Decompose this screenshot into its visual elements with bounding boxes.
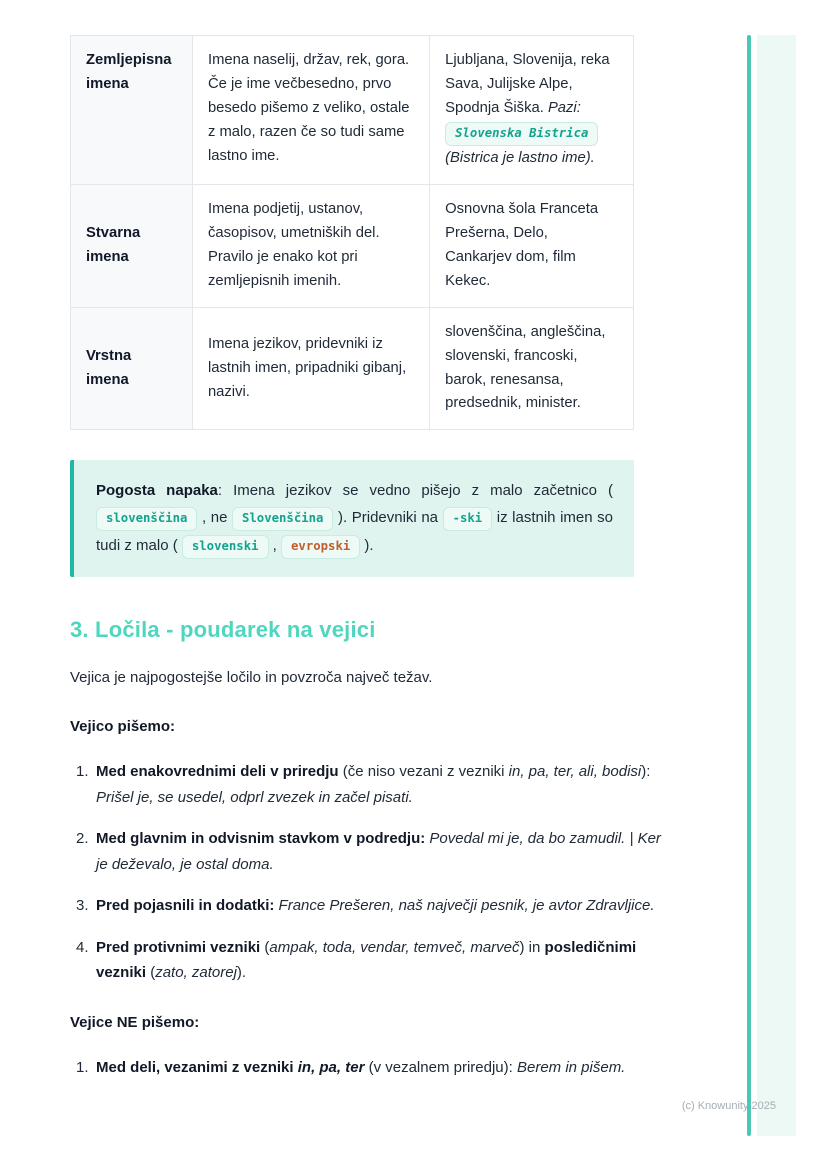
table-row [71, 184, 634, 307]
table-cell-examples [430, 36, 634, 185]
no-comma-rules-list [70, 1055, 662, 1081]
list-item-number: 3. [76, 897, 89, 915]
comma-rules-list [70, 759, 662, 986]
text-fragment: ): [641, 763, 651, 781]
text-fragment: Pred protivnimi vezniki [96, 938, 261, 956]
list-item-number: 4. [76, 938, 89, 956]
page-edge-accent-line [747, 35, 751, 1136]
text-fragment: Povedal mi je, da bo zamudil. | Ker je deževalo, je ostal doma. [96, 830, 661, 873]
text-fragment: ( [146, 964, 156, 982]
list-item-number: 1. [76, 1058, 89, 1076]
text-fragment: : Imena jezikov se vedno pišejo z malo začetnico ( [217, 482, 613, 500]
text-fragment: ( [260, 938, 270, 956]
table-row [71, 36, 634, 185]
document-content [70, 35, 662, 1096]
text-fragment: Pogosta napaka [96, 482, 218, 500]
text-fragment: Prišel je, se usedel, odprl zvezek in začel pisati. [96, 788, 413, 806]
text-fragment: ). [236, 964, 247, 982]
text-fragment: Pazi: [547, 99, 581, 116]
list-item [70, 893, 662, 919]
text-fragment: ampak, toda, vendar, temveč, marveč [269, 938, 520, 956]
text-fragment: zato, zatorej [155, 964, 237, 982]
table-cell-term: Stvarna imena [71, 184, 193, 307]
text-fragment: Med glavnim in odvisnim stavkom v podredju: [96, 830, 426, 848]
table-cell-definition: Imena naselij, držav, rek, gora. Če je ime večbesedno, prvo besedo pišemo z veliko, ostale z malo, razen če so tudi same lastno ime. [192, 36, 429, 185]
inline-code-chip: Slovenska Bistrica [445, 122, 598, 146]
list-item-text [96, 939, 636, 982]
text-fragment: ) in [519, 938, 545, 956]
text-fragment: Berem in pišem. [516, 1058, 626, 1076]
text-fragment: iz lastnih imen so tudi z malo ( [96, 509, 614, 555]
copyright-footer: (c) Knowunity 2025 [681, 1100, 776, 1112]
comma-rules-label: Vejico pišemo: [70, 718, 176, 736]
table-cell-definition: Imena jezikov, pridevniki iz lastnih imen, pripadniki gibanj, nazivi. [192, 307, 429, 430]
list-item-text [96, 1059, 625, 1076]
text-fragment: , [268, 537, 282, 555]
text-fragment: slovenščina, angleščina, slovenski, francoski, barok, renesansa, predsednik, minister. [445, 323, 606, 412]
inline-code-chip: slovenski [182, 535, 269, 559]
list-item-text [96, 763, 650, 806]
table-cell-term: Vrstna imena [71, 307, 193, 430]
text-fragment: Osnovna šola Franceta Prešerna, Delo, Cankarjev dom, film Kekec. [445, 200, 599, 289]
table-cell-definition: Imena podjetij, ustanov, časopisov, umetniških del. Pravilo je enako kot pri zemljepisnih imenih. [192, 184, 429, 307]
text-fragment: ). [360, 537, 374, 555]
section-heading: 3. Ločila - poudarek na vejici [70, 617, 376, 643]
text-fragment: (če niso vezani z vezniki [338, 763, 509, 781]
inline-code-chip: slovenščina [96, 507, 197, 531]
list-item [70, 759, 662, 810]
text-fragment: posledičnimi vezniki [96, 938, 637, 982]
text-fragment: Med deli, vezanimi z vezniki [96, 1058, 298, 1076]
inline-code-chip: Slovenščina [232, 507, 333, 531]
table-cell-examples [430, 184, 634, 307]
list-item [70, 826, 662, 877]
text-fragment: ). Pridevniki na [333, 509, 443, 527]
text-fragment: Ljubljana, Slovenija, reka Sava, Julijske Alpe, Spodnja Šiška. [445, 52, 610, 116]
inline-code-chip: -ski [443, 507, 493, 531]
text-fragment: Pred pojasnili in dodatki: [96, 897, 275, 915]
section-intro: Vejica je najpogostejše ločilo in povzroča največ težav. [70, 669, 433, 687]
text-fragment: Med enakovrednimi deli v priredju [96, 763, 339, 781]
inline-code-chip: evropski [281, 535, 360, 559]
text-fragment: (Bistrica je lastno ime). [445, 149, 595, 166]
text-fragment: in, pa, ter [297, 1058, 365, 1076]
no-comma-rules-label: Vejice NE pišemo: [70, 1013, 200, 1031]
table-row [71, 307, 634, 430]
table-cell-term: Zemljepisna imena [71, 36, 193, 185]
text-fragment: (v vezalnem priredju): [364, 1058, 517, 1076]
text-fragment: , ne [197, 509, 232, 527]
list-item-number: 1. [76, 763, 89, 781]
text-fragment: France Prešeren, naš največji pesnik, je avtor Zdravljice. [278, 897, 655, 915]
text-fragment: in, pa, ter, ali, bodisi [508, 763, 642, 781]
table-cell-examples [430, 307, 634, 430]
list-item-number: 2. [76, 830, 89, 848]
names-capitalization-table [70, 35, 634, 430]
list-item [70, 1055, 662, 1081]
page-edge-strip [757, 35, 796, 1136]
common-mistake-callout [70, 460, 634, 577]
list-item-text [96, 897, 655, 914]
list-item [70, 935, 662, 986]
list-item-text [96, 830, 661, 873]
